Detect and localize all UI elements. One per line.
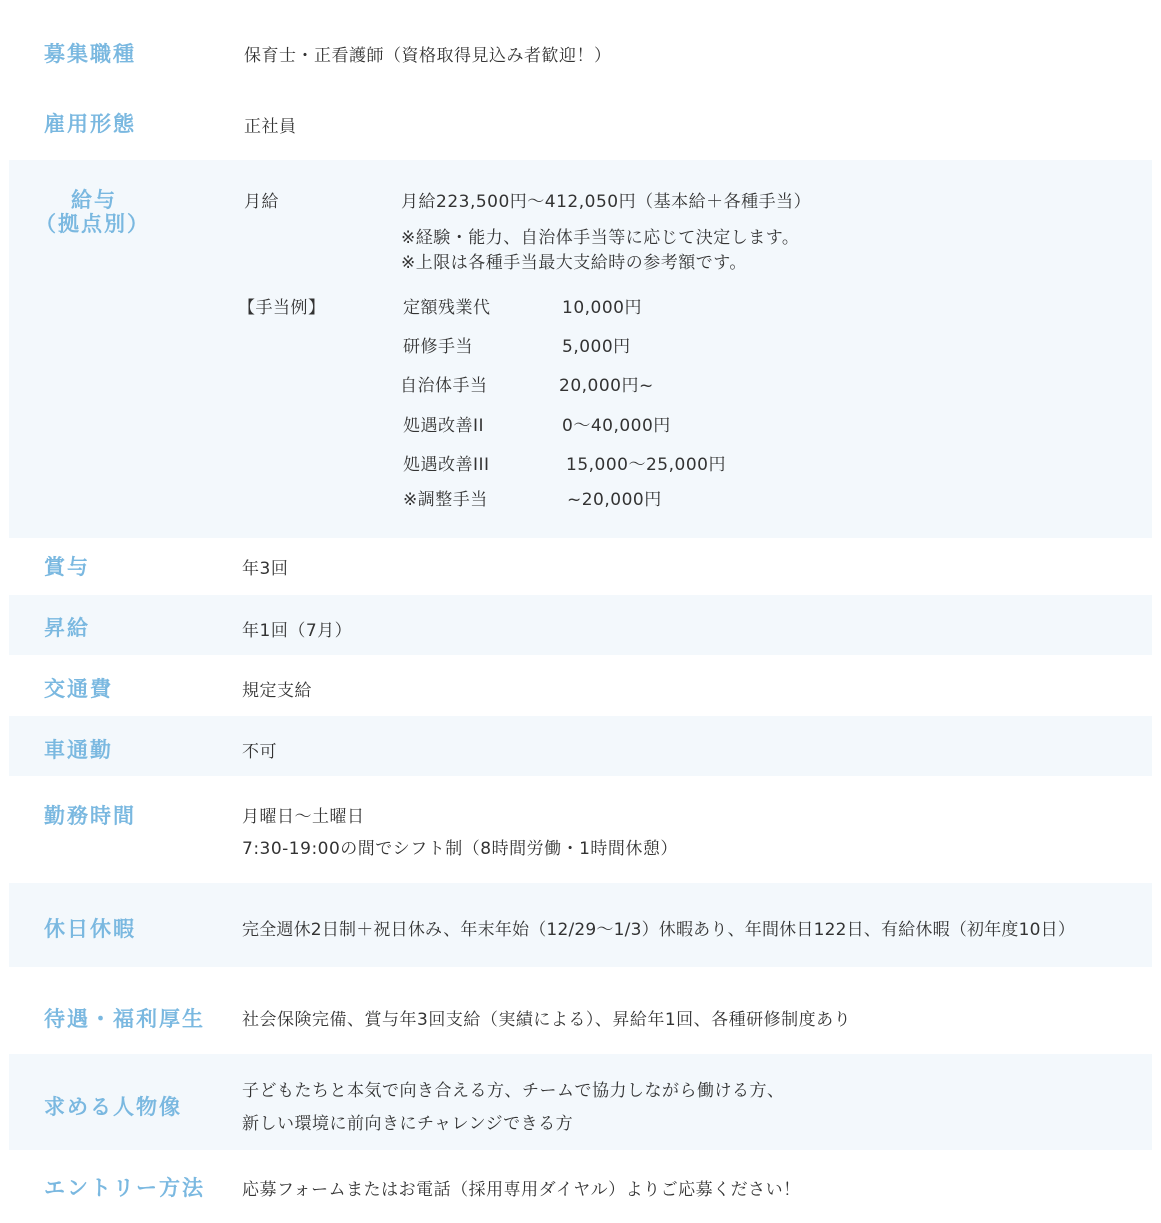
row-holidays (9, 883, 1152, 967)
job-type-value: 保育士・正看護師（資格取得見込み者歓迎！） (244, 46, 612, 66)
bonus-label: 賞与 (44, 555, 90, 579)
persona-line-1: 子どもたちと本気で向き合える方、チームで協力しながら働ける方、 (242, 1081, 785, 1101)
hours-line-2: 7:30-19:00の間でシフト制（8時間労働・1時間休憩） (242, 839, 678, 859)
row-employment (9, 88, 1152, 160)
row-hours (9, 776, 1152, 883)
allowance-amount: ~20,000円 (567, 490, 662, 510)
allowance-name: 定額残業代 (403, 298, 491, 318)
row-job-type (9, 18, 1152, 88)
monthly-label: 月給 (244, 192, 279, 212)
allowance-amount: 5,000円 (562, 337, 631, 357)
transport-value: 規定支給 (242, 681, 312, 701)
hours-line-1: 月曜日〜土曜日 (242, 807, 365, 827)
allowance-amount: 15,000〜25,000円 (566, 455, 726, 475)
holidays-label: 休日休暇 (44, 917, 136, 941)
salary-note-2: ※上限は各種手当最大支給時の参考額です。 (401, 253, 747, 273)
entry-value: 応募フォームまたはお電話（採用専用ダイヤル）よりご応募ください！ (242, 1180, 801, 1200)
salary-label-line1: 給与 (71, 188, 117, 212)
allowance-amount: 10,000円 (562, 298, 642, 318)
entry-label: エントリー方法 (44, 1176, 205, 1200)
bonus-value: 年3回 (242, 559, 289, 579)
row-persona (9, 1054, 1152, 1150)
allowance-name: 研修手当 (403, 337, 473, 357)
benefits-label: 待遇・福利厚生 (44, 1007, 205, 1031)
allowance-amount: 20,000円~ (559, 376, 654, 396)
persona-label: 求める人物像 (44, 1095, 182, 1119)
row-raise (9, 595, 1152, 655)
persona-line-2: 新しい環境に前向きにチャレンジできる方 (242, 1114, 574, 1134)
row-car-commute (9, 716, 1152, 776)
benefits-value: 社会保険完備、賞与年3回支給（実績による）、昇給年1回、各種研修制度あり (242, 1010, 852, 1030)
monthly-value: 月給223,500円〜412,050円（基本給＋各種手当） (401, 192, 812, 212)
row-bonus (9, 538, 1152, 595)
hours-label: 勤務時間 (44, 804, 136, 828)
allowance-amount: 0〜40,000円 (562, 416, 671, 436)
salary-note-1: ※経験・能力、自治体手当等に応じて決定します。 (401, 228, 800, 248)
job-type-label: 募集職種 (44, 42, 136, 66)
row-benefits (9, 967, 1152, 1054)
allowance-name: 自治体手当 (400, 376, 488, 396)
allowance-label: 【手当例】 (238, 298, 326, 318)
employment-label: 雇用形態 (44, 112, 136, 136)
row-entry (9, 1150, 1152, 1223)
row-salary (9, 160, 1152, 538)
row-transport (9, 655, 1152, 716)
allowance-name: 処遇改善III (403, 455, 490, 475)
raise-label: 昇給 (44, 616, 90, 640)
allowance-name: 処遇改善II (403, 416, 485, 436)
holidays-value: 完全週休2日制＋祝日休み、年末年始（12/29〜1/3）休暇あり、年間休日122日、有給休暇（初年度10日） (242, 920, 1076, 940)
transport-label: 交通費 (44, 677, 113, 701)
raise-value: 年1回（7月） (242, 621, 353, 641)
employment-value: 正社員 (244, 117, 297, 137)
allowance-name: ※調整手当 (403, 490, 488, 510)
car-commute-value: 不可 (242, 742, 277, 762)
salary-label-line2: （拠点別） (35, 212, 150, 236)
car-commute-label: 車通勤 (44, 738, 113, 762)
